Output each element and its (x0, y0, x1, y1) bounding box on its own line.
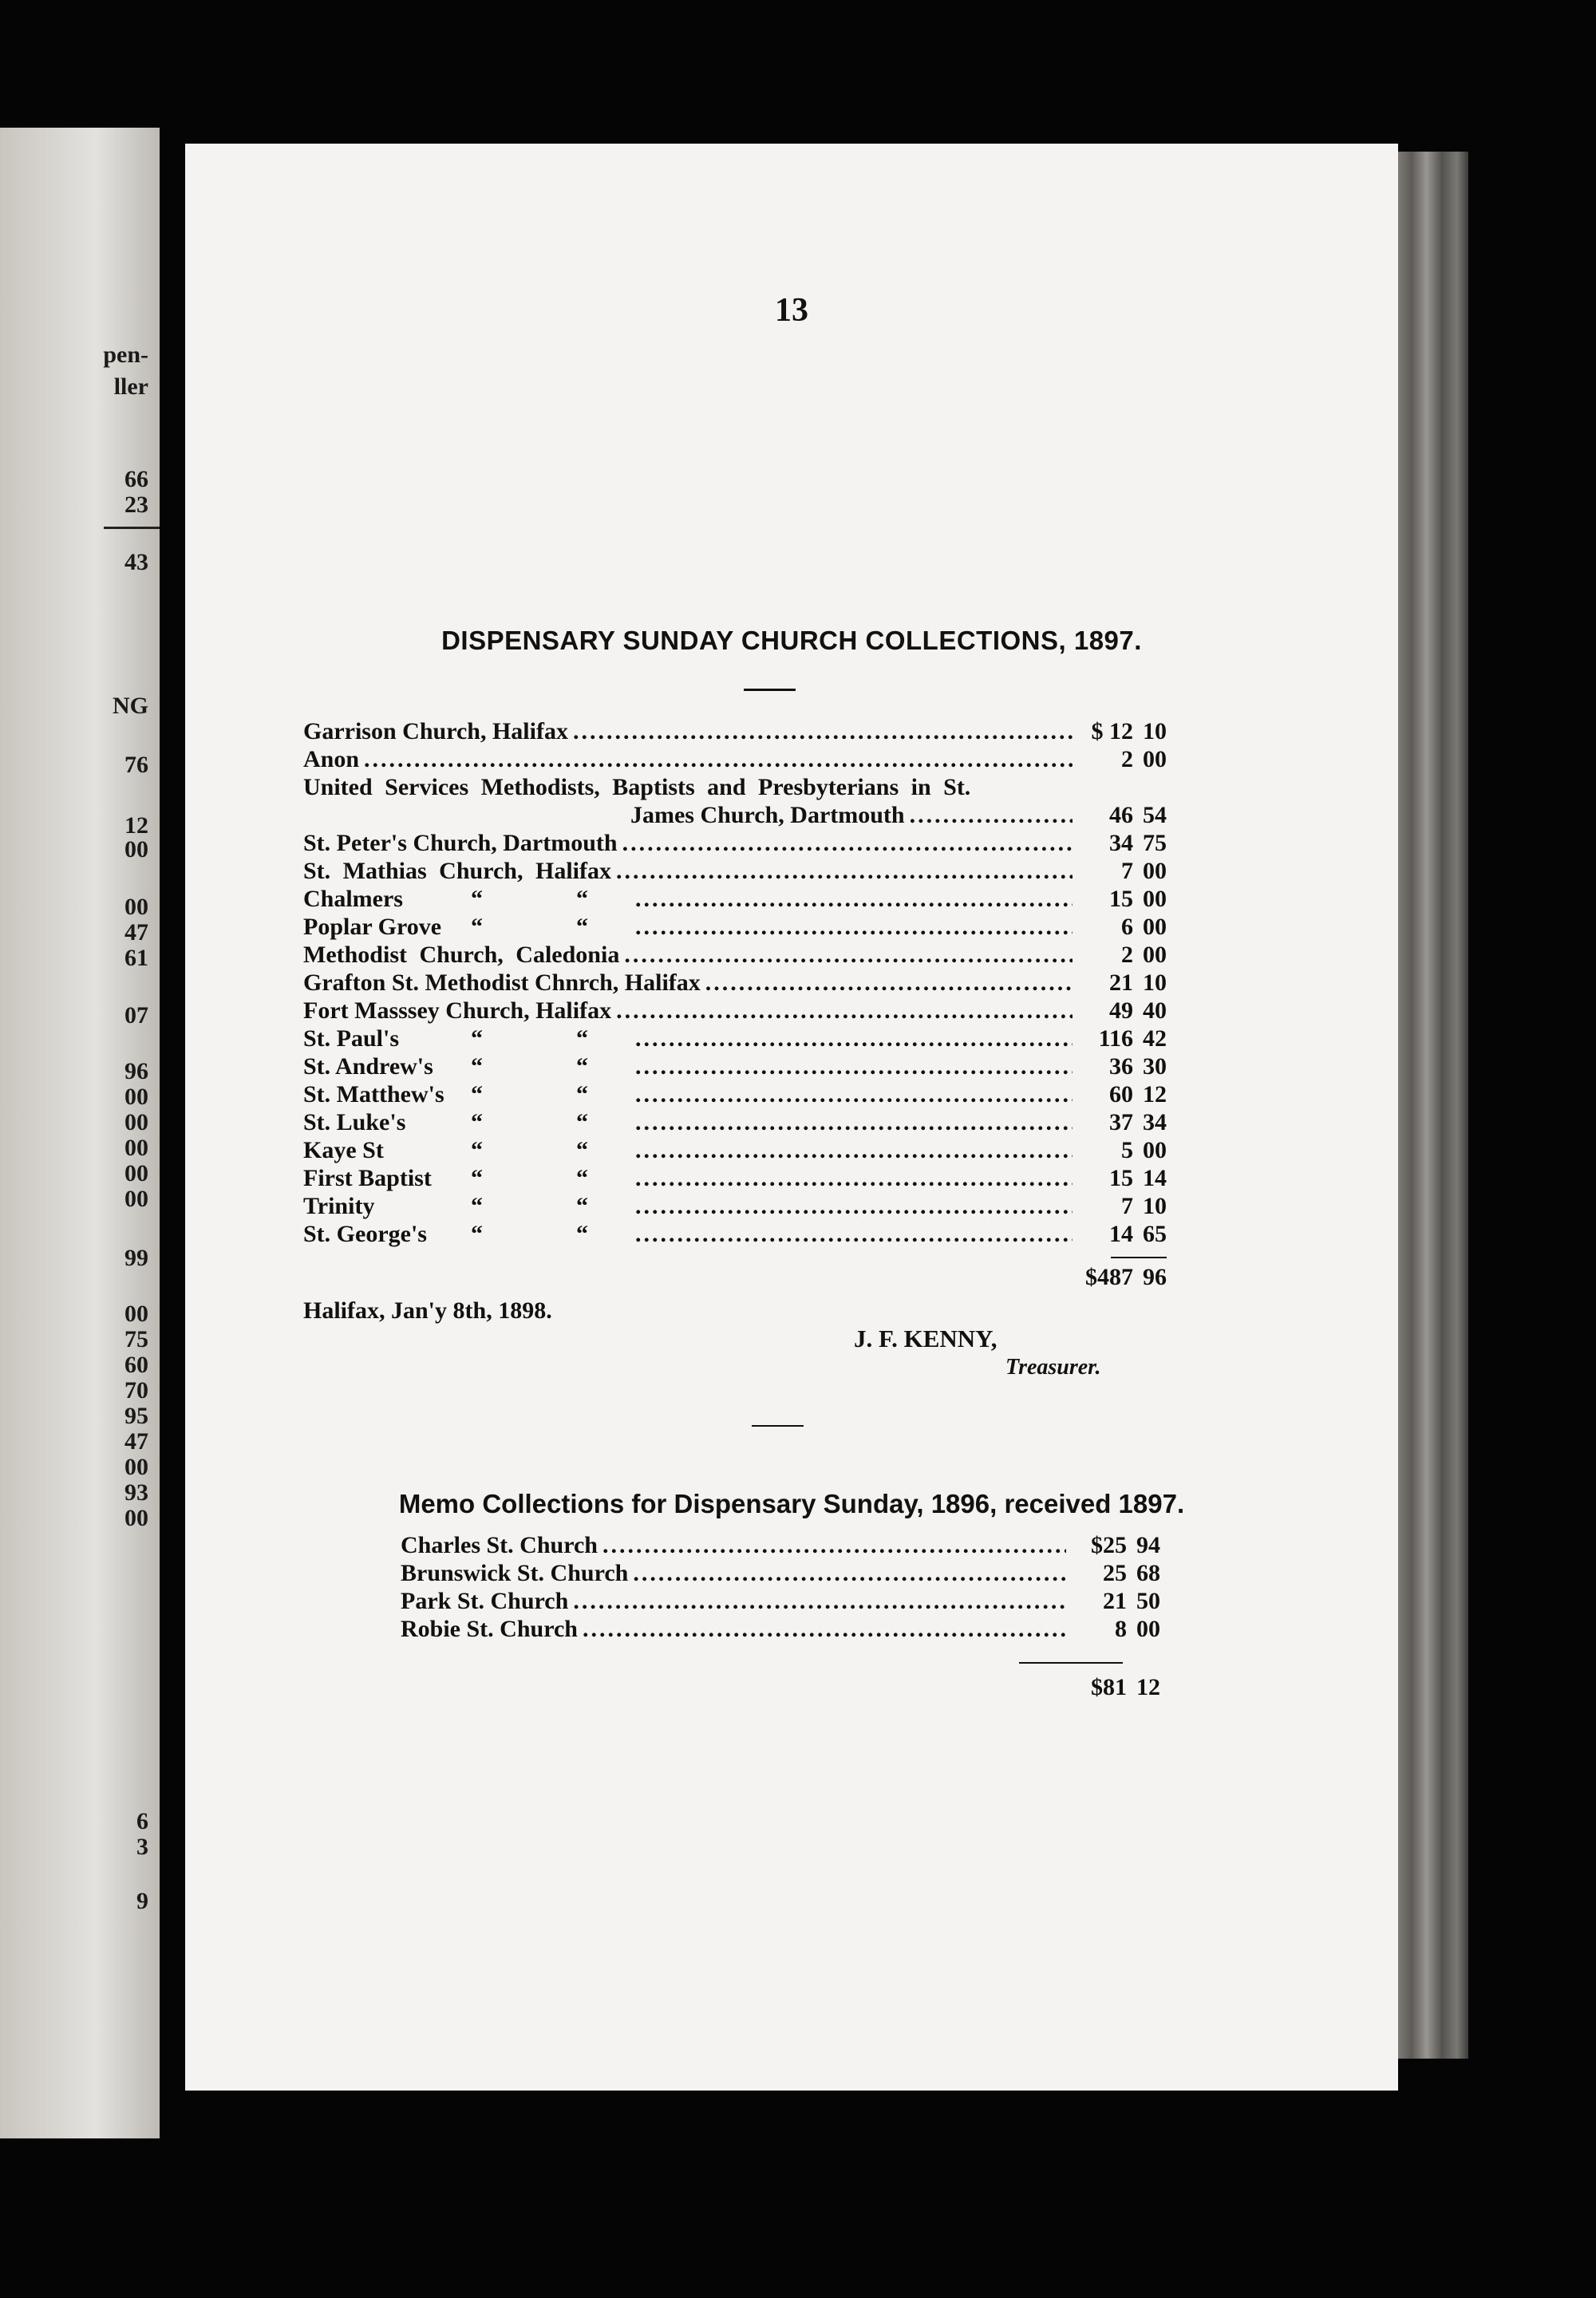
collection-name: United Services Methodists, Baptists and Presbyterians in St. (303, 774, 971, 800)
ditto-mark: “ (576, 1081, 588, 1108)
amount-dollars: 60 (1109, 1081, 1133, 1108)
left-fragment-text: 99 (124, 1245, 148, 1271)
amount-cents: 30 (1143, 1053, 1167, 1080)
left-fragment-text: 95 (124, 1403, 148, 1429)
amount-dollars: 116 (1098, 1025, 1133, 1052)
ditto-mark: “ (576, 1193, 588, 1219)
collection-name: Garrison Church, Halifax (303, 718, 568, 744)
collection-amount (1077, 1053, 1167, 1080)
collection-name-continued: James Church, Dartmouth (630, 802, 905, 828)
collection-name: Grafton St. Methodist Chnrch, Halifax (303, 969, 701, 996)
collection-row (303, 830, 1167, 857)
amount-cents: 00 (1136, 1616, 1160, 1642)
collection-amount (1077, 969, 1167, 997)
collection-amount (1077, 1137, 1167, 1164)
ditto-mark: “ (471, 1053, 483, 1080)
collection-amount (1077, 746, 1167, 773)
collection-amount (1077, 914, 1167, 941)
memo-name: Charles St. Church (401, 1532, 598, 1558)
amount-dollars: 25 (1103, 1560, 1127, 1586)
left-fragment-text: 47 (124, 1428, 148, 1455)
collection-name: St. George's (303, 1221, 427, 1247)
amount-cents: 54 (1143, 802, 1167, 828)
collection-name: St. Matthew's (303, 1081, 444, 1108)
collection-name: First Baptist (303, 1165, 432, 1191)
leader-dots (624, 942, 1073, 969)
left-fragment-text: 9 (136, 1888, 148, 1914)
leader-dots (633, 1560, 1066, 1587)
collection-name: Kaye St (303, 1137, 384, 1163)
collection-name: Chalmers (303, 886, 403, 912)
amount-cents: 00 (1143, 942, 1167, 968)
left-fragment-text: 00 (124, 1505, 148, 1531)
amount-dollars: 21 (1103, 1588, 1127, 1614)
ditto-mark: “ (471, 886, 483, 912)
leader-dots (635, 1221, 1073, 1248)
collection-name: Fort Masssey Church, Halifax (303, 997, 612, 1024)
total-cents: 96 (1143, 1264, 1167, 1290)
ditto-mark: “ (576, 1137, 588, 1163)
collection-amount (1077, 1221, 1167, 1248)
memo-total-rule (1019, 1662, 1123, 1664)
memo-name: Brunswick St. Church (401, 1560, 629, 1586)
left-fragment-text: 00 (124, 1084, 148, 1110)
left-fragment-text: 60 (124, 1352, 148, 1378)
left-fragment-text: 66 (124, 466, 148, 492)
collection-amount (1077, 1165, 1167, 1192)
amount-dollars: 7 (1121, 1193, 1133, 1219)
ditto-mark: “ (471, 1165, 483, 1191)
date-line: Halifax, Jan'y 8th, 1898. (303, 1297, 552, 1324)
section-divider (752, 1425, 804, 1427)
memo-total-amount (1071, 1674, 1160, 1701)
memo-total-cents: 12 (1136, 1674, 1160, 1700)
amount-dollars: 15 (1109, 886, 1133, 912)
collection-amount (1077, 1193, 1167, 1220)
collections-total (983, 1264, 1167, 1291)
leader-dots (635, 914, 1073, 941)
memo-amount (1071, 1532, 1160, 1559)
collection-row-line1 (303, 774, 1167, 801)
amount-cents: 42 (1143, 1025, 1167, 1052)
amount-dollars: 21 (1109, 969, 1133, 996)
amount-cents: 00 (1143, 886, 1167, 912)
leader-dots (573, 1588, 1066, 1615)
collection-amount (1077, 830, 1167, 857)
signature-title: Treasurer. (1005, 1355, 1101, 1380)
amount-dollars: 49 (1109, 997, 1133, 1024)
leader-dots (583, 1616, 1066, 1643)
ditto-mark: “ (471, 1109, 483, 1135)
left-fragment-text: 00 (124, 836, 148, 863)
collection-name: Poplar Grove (303, 914, 442, 940)
amount-cents: 10 (1143, 969, 1167, 996)
leader-dots (622, 830, 1073, 857)
left-fragment-text: 75 (124, 1326, 148, 1352)
collection-amount (1077, 886, 1167, 913)
leader-dots (635, 1109, 1073, 1136)
collection-row (303, 914, 1167, 941)
amount-dollars: 46 (1109, 802, 1133, 828)
left-fragment-text: 93 (124, 1479, 148, 1506)
ditto-mark: “ (471, 1193, 483, 1219)
memo-title: Memo Collections for Dispensary Sunday, 1896, received 1897. (398, 1489, 1185, 1518)
collection-amount (1077, 1025, 1167, 1052)
left-fragment-text: 96 (124, 1058, 148, 1084)
amount-dollars: 5 (1121, 1137, 1133, 1163)
ditto-mark: “ (576, 1221, 588, 1247)
collection-name: St. Luke's (303, 1109, 406, 1135)
collection-name: St. Andrew's (303, 1053, 433, 1080)
amount-dollars: 15 (1109, 1165, 1133, 1191)
collection-row (303, 969, 1167, 997)
collection-name: Anon (303, 746, 360, 772)
left-fragment-text: 47 (124, 919, 148, 946)
collection-name: Methodist Church, Caledonia (303, 942, 620, 968)
collection-row (303, 1221, 1167, 1248)
memo-row (401, 1532, 1160, 1559)
collection-row (303, 858, 1167, 885)
ditto-mark: “ (576, 1109, 588, 1135)
collection-row (303, 1137, 1167, 1164)
collection-row (303, 1193, 1167, 1220)
amount-dollars: 6 (1121, 914, 1133, 940)
amount-cents: 75 (1143, 830, 1167, 856)
amount-cents: 40 (1143, 997, 1167, 1024)
leader-dots (616, 858, 1073, 885)
ditto-mark: “ (471, 914, 483, 940)
leader-dots (705, 969, 1073, 997)
ditto-mark: “ (471, 1221, 483, 1247)
amount-dollars: 2 (1121, 746, 1133, 772)
collection-amount (1077, 1109, 1167, 1136)
collection-row (303, 1025, 1167, 1052)
left-fragment-text: 00 (124, 1186, 148, 1212)
left-fragment-text: 6 (136, 1808, 148, 1834)
amount-dollars: 36 (1109, 1053, 1133, 1080)
left-fragment-text: 3 (136, 1834, 148, 1860)
amount-cents: 68 (1136, 1560, 1160, 1586)
total-rule (1111, 1257, 1167, 1258)
amount-cents: 12 (1143, 1081, 1167, 1108)
collection-row (303, 718, 1167, 745)
leader-dots (364, 746, 1073, 773)
ditto-mark: “ (576, 1053, 588, 1080)
left-fragment-text: pen- (103, 342, 148, 368)
collection-row (303, 1081, 1167, 1108)
page-stack-edge (1393, 152, 1468, 2059)
memo-row (401, 1560, 1160, 1587)
amount-cents: 00 (1143, 858, 1167, 884)
total-dollars: $487 (1085, 1264, 1133, 1290)
left-fragment-text: 00 (124, 1160, 148, 1187)
left-fragment-text: 23 (124, 492, 148, 518)
leader-dots (573, 718, 1073, 745)
collection-name: St. Paul's (303, 1025, 400, 1052)
left-fragment-text: 00 (124, 1109, 148, 1135)
amount-dollars: 7 (1121, 858, 1133, 884)
left-fragment-text: ller (113, 373, 148, 400)
signature-name: J. F. KENNY, (854, 1325, 998, 1352)
left-page-fragment (0, 128, 160, 2138)
amount-dollars: 14 (1109, 1221, 1133, 1247)
leader-dots (635, 1053, 1073, 1080)
leader-dots (635, 1193, 1073, 1220)
amount-cents: 00 (1143, 746, 1167, 772)
collection-name: St. Peter's Church, Dartmouth (303, 830, 618, 856)
amount-cents: 00 (1143, 914, 1167, 940)
leader-dots (635, 1025, 1073, 1052)
page-number: 13 (775, 292, 808, 329)
amount-cents: 10 (1143, 1193, 1167, 1219)
collection-amount (1077, 942, 1167, 969)
collection-row (303, 1053, 1167, 1080)
ditto-mark: “ (471, 1137, 483, 1163)
memo-total (983, 1674, 1160, 1701)
amount-cents: 50 (1136, 1588, 1160, 1614)
collection-row (630, 802, 1167, 829)
memo-amount (1071, 1588, 1160, 1615)
leader-dots (635, 1165, 1073, 1192)
collection-row (303, 886, 1167, 913)
left-fragment-text: 00 (124, 1135, 148, 1161)
collection-amount (1077, 858, 1167, 885)
memo-amount (1071, 1616, 1160, 1643)
collection-row (303, 1165, 1167, 1192)
amount-dollars: $ 12 (1091, 718, 1133, 744)
ditto-mark: “ (576, 886, 588, 912)
leader-dots (635, 886, 1073, 913)
ditto-mark: “ (576, 1025, 588, 1052)
memo-row (401, 1616, 1160, 1643)
memo-total-dollars: $81 (1091, 1674, 1127, 1700)
left-fragment-text: 00 (124, 1454, 148, 1480)
collection-row (303, 746, 1167, 773)
left-fragment-text: 70 (124, 1377, 148, 1404)
left-fragment-text: 76 (124, 752, 148, 778)
amount-cents: 65 (1143, 1221, 1167, 1247)
leader-dots (616, 997, 1073, 1025)
ditto-mark: “ (576, 1165, 588, 1191)
collection-amount (1077, 997, 1167, 1025)
amount-cents: 14 (1143, 1165, 1167, 1191)
amount-cents: 34 (1143, 1109, 1167, 1135)
amount-dollars: $25 (1091, 1532, 1127, 1558)
collection-row (303, 1109, 1167, 1136)
collection-row (303, 997, 1167, 1025)
collection-row (303, 942, 1167, 969)
ditto-mark: “ (471, 1025, 483, 1052)
memo-amount (1071, 1560, 1160, 1587)
left-fragment-rule (104, 527, 160, 529)
leader-dots (602, 1532, 1066, 1559)
amount-dollars: 37 (1109, 1109, 1133, 1135)
memo-name: Robie St. Church (401, 1616, 578, 1642)
section-title: DISPENSARY SUNDAY CHURCH COLLECTIONS, 1897. (441, 626, 1142, 655)
left-fragment-text: 12 (124, 812, 148, 839)
left-fragment-text: 00 (124, 1301, 148, 1327)
title-rule (744, 689, 796, 691)
ditto-mark: “ (576, 914, 588, 940)
ditto-mark: “ (471, 1081, 483, 1108)
left-fragment-text: 61 (124, 945, 148, 971)
memo-row (401, 1588, 1160, 1615)
total-amount (1077, 1264, 1167, 1291)
memo-name: Park St. Church (401, 1588, 569, 1614)
left-fragment-text: 43 (124, 549, 148, 575)
left-fragment-text: NG (113, 693, 148, 719)
leader-dots (635, 1137, 1073, 1164)
document-page (185, 144, 1398, 2091)
amount-cents: 10 (1143, 718, 1167, 744)
collection-amount (1077, 802, 1167, 829)
left-fragment-text: 07 (124, 1002, 148, 1029)
amount-cents: 94 (1136, 1532, 1160, 1558)
leader-dots (910, 802, 1073, 829)
left-fragment-text: 00 (124, 894, 148, 920)
amount-dollars: 34 (1109, 830, 1133, 856)
collection-name: St. Mathias Church, Halifax (303, 858, 611, 884)
collection-amount (1077, 718, 1167, 745)
amount-dollars: 8 (1115, 1616, 1127, 1642)
collection-amount (1077, 1081, 1167, 1108)
collection-name: Trinity (303, 1193, 375, 1219)
amount-dollars: 2 (1121, 942, 1133, 968)
amount-cents: 00 (1143, 1137, 1167, 1163)
leader-dots (635, 1081, 1073, 1108)
